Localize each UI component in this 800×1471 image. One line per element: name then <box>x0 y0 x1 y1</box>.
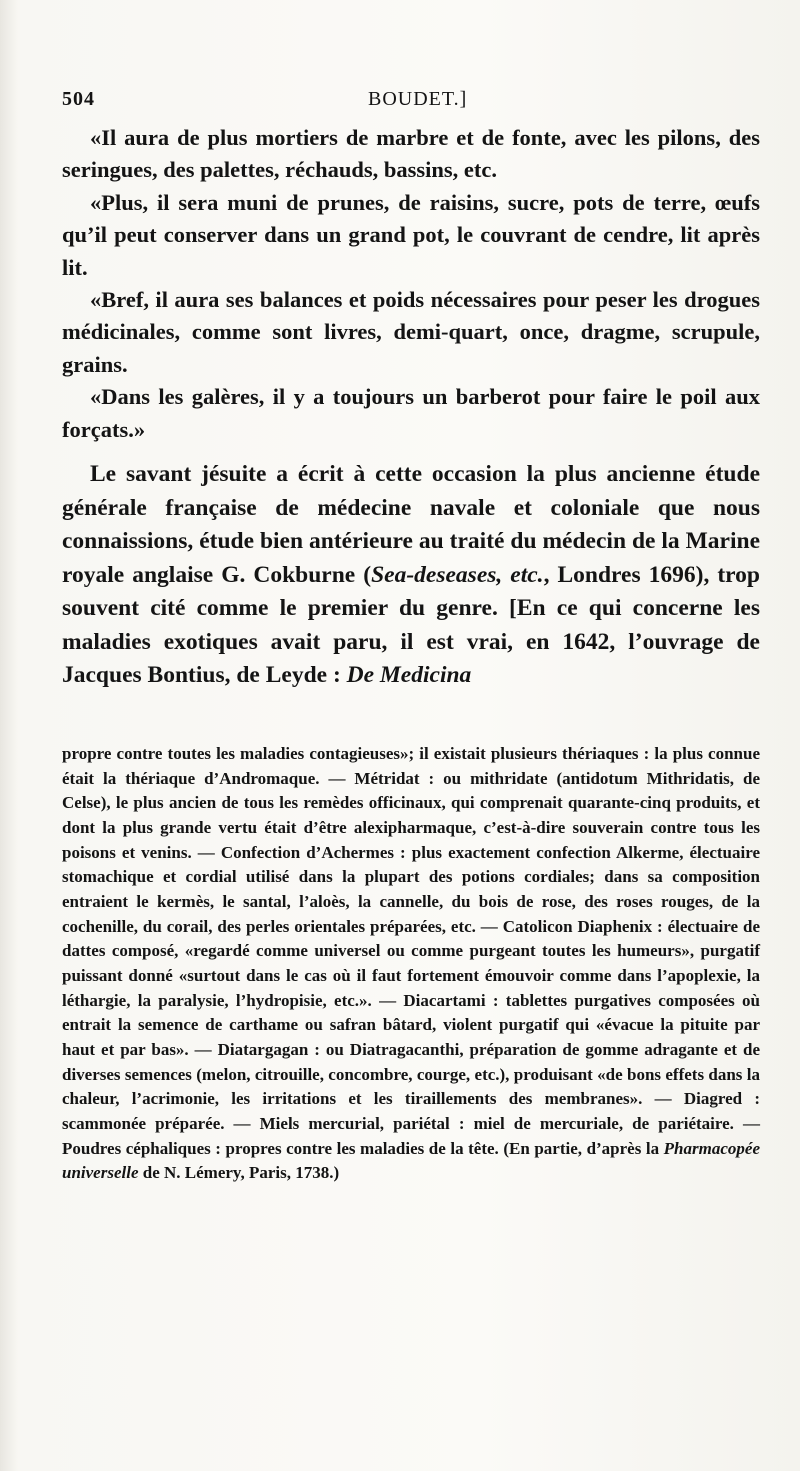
page-header <box>62 88 762 112</box>
quote-paragraph-3: «Bref, il aura ses balances et poids nécessaires pour peser les drogues médicinales, comme sont livres, demi-quart, once, dragme, scrupule, grains. <box>62 287 760 377</box>
footnote-paragraph <box>62 742 760 1186</box>
footnote-title-pharmacopee: Pharmacopée universelle <box>62 1138 760 1183</box>
footnote-text-2: de N. Lémery, Paris, 1738.) <box>138 1163 340 1183</box>
footnote <box>62 742 760 1186</box>
commentary-title-de-medicina: De Medicina <box>346 662 472 689</box>
page-number: 504 <box>62 88 95 110</box>
commentary-text-2: , Londres 1696), trop souvent cité comme le premier du genre. [En ce qui concerne les maladies exotiques avait paru, il est vrai, en 1642, l’ouvrage de Jacques Bontius, de Leyde : <box>62 561 760 689</box>
footnote-text-1: propre contre toutes les maladies contagieuses»; il existait plusieurs thériaques : la plus connue était la thériaque d’Andromaque. — Métridat : ou mithridate (antidotum Mithridatis, de Celse), le plus ancien de tous les remèdes officinaux, qui comprenait quarante-cinq produits, et dont la plus grande vertu était d’être alexipharmaque, c’est-à-dire souverain contre tous les poisons et venins. — Confection d’Achermes : plus exactement confection Alkerme, électuaire stomachique et cordial utilisé dans la plupart des potions cordiales; dans sa composition entraient le kermès, le santal, l’aloès, la cannelle, du bois de rose, des roses rouges, de la cochenille, du corail, des perles orientales préparées, etc. — Catolicon Diaphenix : électuaire de dattes composé, «regardé comme universel ou comme purgeant toutes les humeurs», purgatif puissant donné «surtout dans le cas où il faut fortement émouvoir comme dans l’apoplexie, la léthargie, la paralysie, l’hydropisie, etc.». — Diacartami : tablettes purgatives composées où entrait la semence de carthame ou safran bâtard, violent purgatif qui «évacue la pituite par haut et par bas». — Diatargagan : ou Diatragacanthi, préparation de gomme adragante et de diverses semences (melon, citrouille, concombre, courge, etc.), produisant «de bons effets dans la chaleur, l’acrimonie, les irritations et les tiraillements des membranes». — Diagred : scammonée préparée. — Miels mercurial, pariétal : miel de mercuriale, de pariétaire. — Poudres céphaliques : propres contre les maladies de la tête. (En partie, d’après la <box>62 744 760 1158</box>
commentary-text-1: Le savant jésuite a écrit à cette occasion la plus ancienne étude générale française de médecine navale et coloniale que nous connaissions, étude bien antérieure au traité du médecin de la Marine royale anglaise G. Cokburne ( <box>62 461 760 588</box>
quote-paragraph-2: «Plus, il sera muni de prunes, de raisins, sucre, pots de terre, œufs qu’il peut conserver dans un grand pot, le couvrant de cendre, lit après lit. <box>62 189 760 280</box>
commentary-title-sea-deseases: Sea-deseases, etc. <box>371 561 544 588</box>
commentary-paragraph <box>62 458 760 693</box>
main-text <box>62 122 760 693</box>
quote-paragraph-4: «Dans les galères, il y a toujours un barberot pour faire le poil aux forçats.» <box>62 384 760 442</box>
running-head: BOUDET.] <box>368 88 468 110</box>
quote-paragraph-1: «Il aura de plus mortiers de marbre et de fonte, avec les pilons, des seringues, des palettes, réchauds, bassins, etc. <box>62 125 760 183</box>
